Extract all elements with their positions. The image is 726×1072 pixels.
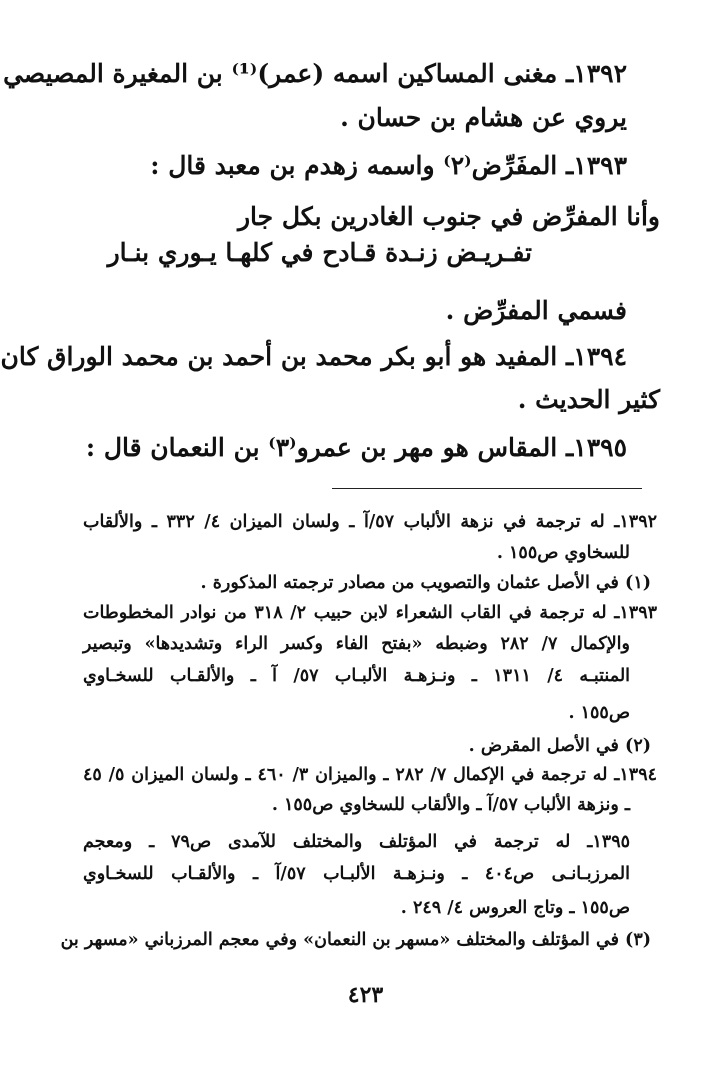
footnote-line-6: المنتبـه ٤/ ١٣١١ ـ ونـزهـة الألبـاب ٥٧/ آ ـ والألقـاب للسخـاوي — [83, 666, 631, 686]
footnote-line-10: ـ ونزهة الألباب ٥٧/آ ـ والألقاب للسخاوي ص١٥٥ . — [271, 795, 630, 815]
footnote-line-12: المرزبـانـى ص٤٠٤ ـ ونـزهـة الألبـاب ٥٧/آ ـ والألقـاب للسخـاوي — [83, 864, 630, 884]
footnote-line-7: ص١٥٥ . — [568, 703, 630, 723]
main-line-entry-1394-cont: كثير الحديث . — [517, 385, 660, 414]
page-number: ٤٢٣ — [347, 982, 384, 1008]
footnote-line-5: والإكمال ٧/ ٢٨٢ وضبطه «بفتح الفاء وكسر الراء وتشديدها» وتبصير — [83, 634, 630, 654]
footnote-line-4: ١٣٩٣ـ له ترجمة في القاب الشعراء لابن حبيب ٢/ ٣١٨ من نوادر المخطوطات — [83, 603, 658, 623]
footnote-line-13: ص١٥٥ ـ وتاج العروس ٤/ ٢٤٩ . — [400, 898, 630, 918]
main-line-entry-1392-cont: يروي عن هشام بن حسان . — [340, 103, 627, 132]
main-line-entry-1393: ١٣٩٣ـ المفَرِّض⁽٢⁾ واسمه زهدم بن معبد قال : — [150, 151, 627, 180]
footnote-line-2: للسخاوي ص١٥٥ . — [496, 543, 630, 563]
main-line-named: فسمي المفرِّض . — [445, 296, 627, 325]
main-line-entry-1394: ١٣٩٤ـ المفيد هو أبو بكر محمد بن أحمد بن محمد الوراق كان — [0, 342, 627, 371]
verse-line-2: تفـريـض زنـدة قـادح في كلهـا يـوري بنـار — [107, 238, 532, 267]
footnote-divider — [332, 488, 642, 489]
footnote-line-11: ١٣٩٥ـ له ترجمة في المؤتلف والمختلف للآمدى ص٧٩ ـ ومعجم — [83, 832, 630, 852]
footnote-line-1: ١٣٩٢ـ له ترجمة في نزهة الألباب ٥٧/آ ـ ولسان الميزان ٤/ ٣٣٢ ـ والألقاب — [83, 512, 658, 532]
verse-line-1: وأنا المفرِّض في جنوب الغادرين بكل جار — [237, 202, 660, 231]
footnote-line-14: (٣) في المؤتلف والمختلف «مسهر بن النعمان» وفي معجم المرزباني «مسهر بن — [60, 930, 651, 950]
main-line-entry-1392: ١٣٩٢ـ مغنى المساكين اسمه (عمر)⁽¹⁾ بن المغيرة المصيصي — [3, 59, 627, 88]
footnote-line-9: ١٣٩٤ـ له ترجمة في الإكمال ٧/ ٢٨٢ ـ والميزان ٣/ ٤٦٠ ـ ولسان الميزان ٥/ ٤٥ — [83, 765, 658, 785]
footnote-line-3: (١) في الأصل عثمان والتصويب من مصادر ترجمته المذكورة . — [200, 573, 651, 593]
main-line-entry-1395: ١٣٩٥ـ المقاس هو مهر بن عمرو⁽٣⁾ بن النعمان قال : — [85, 433, 627, 462]
footnote-line-8: (٢) في الأصل المقرض . — [468, 736, 651, 756]
